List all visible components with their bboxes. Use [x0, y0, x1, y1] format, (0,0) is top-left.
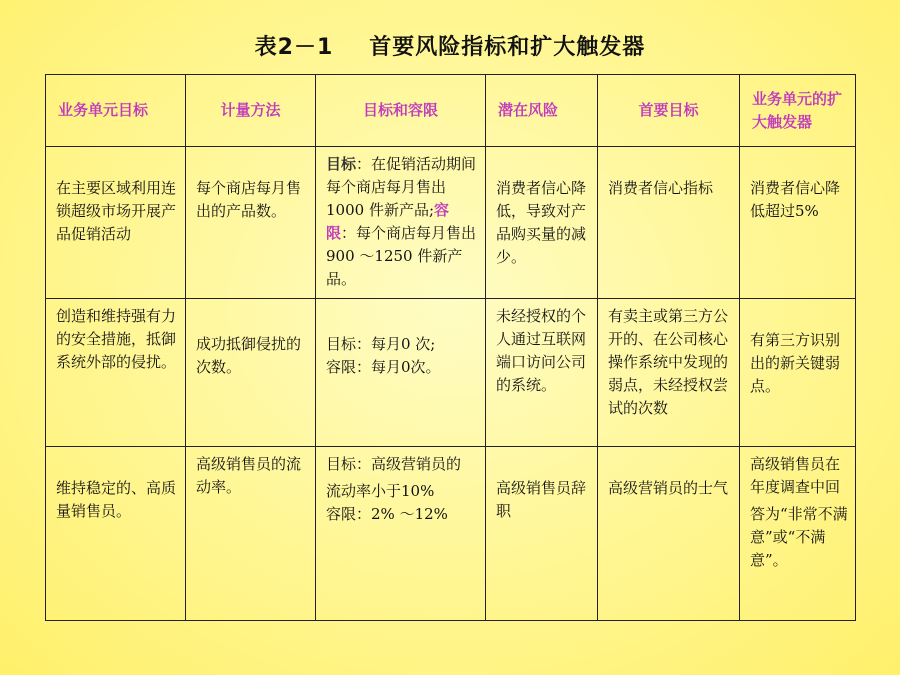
- tolerance-text: 容限：每月0次。: [326, 358, 441, 376]
- header-potential-risk: 潜在风险: [486, 75, 598, 147]
- target-text-continued: 流动率小于10%: [326, 482, 435, 500]
- cell-risk: 消费者信心降低，导致对产品购买量的减少。: [486, 147, 598, 299]
- header-target-tolerance: 目标和容限: [316, 75, 486, 147]
- page-title: [0, 30, 900, 61]
- cell-risk: 高级销售员辞职: [486, 447, 598, 621]
- cell-method: 成功抵御侵扰的次数。: [186, 299, 316, 447]
- target-text: 目标：高级营销员的: [326, 455, 462, 473]
- header-primary-goal: 首要目标: [598, 75, 740, 147]
- tolerance-text: 容限：2% ～12%: [326, 505, 448, 523]
- target-text: 目标：每月0 次;: [326, 335, 436, 353]
- header-method: 计量方法: [186, 75, 316, 147]
- cell-method: 高级销售员的流动率。: [186, 447, 316, 621]
- header-business-goal: 业务单元目标: [46, 75, 186, 147]
- risk-indicator-table: [45, 74, 856, 621]
- table-row: [46, 447, 856, 621]
- cell-goal: 在主要区域利用连锁超级市场开展产品促销活动: [46, 147, 186, 299]
- table-row: [46, 147, 856, 299]
- cell-primary: 消费者信心指标: [598, 147, 740, 299]
- cell-target-tolerance: [316, 299, 486, 447]
- cell-trigger: [740, 447, 856, 621]
- table-row: [46, 299, 856, 447]
- cell-target-tolerance: [316, 147, 486, 299]
- table-number: 表2－1: [254, 35, 334, 60]
- header-trigger: 业务单元的扩大触发器: [740, 75, 856, 147]
- cell-primary: 有卖主或第三方公开的、在公司核心操作系统中发现的弱点，未经授权尝试的次数: [598, 299, 740, 447]
- cell-trigger: 消费者信心降低超过5%: [740, 147, 856, 299]
- trigger-text: 高级销售员在年度调查中回: [750, 455, 841, 496]
- target-label: 目标: [326, 155, 357, 173]
- tolerance-text: ：每个商店每月售出900 ～1250 件新产品。: [326, 224, 477, 288]
- table-title: 首要风险指标和扩大触发器: [369, 35, 646, 60]
- target-text: ：在促销活动期间每个商店每月售出1000 件新产品;: [326, 155, 477, 219]
- cell-trigger: 有第三方识别出的新关键弱点。: [740, 299, 856, 447]
- cell-risk: 未经授权的个人通过互联网端口访问公司的系统。: [486, 299, 598, 447]
- cell-primary: 高级营销员的士气: [598, 447, 740, 621]
- cell-method: 每个商店每月售出的产品数。: [186, 147, 316, 299]
- tolerance-label: 容限: [326, 201, 450, 242]
- trigger-text-continued: 答为“非常不满意”或“不满意”。: [750, 505, 848, 569]
- cell-target-tolerance: [316, 447, 486, 621]
- cell-goal: 创造和维持强有力的安全措施，抵御系统外部的侵扰。: [46, 299, 186, 447]
- table-header-row: [46, 75, 856, 147]
- cell-goal: 维持稳定的、高质量销售员。: [46, 447, 186, 621]
